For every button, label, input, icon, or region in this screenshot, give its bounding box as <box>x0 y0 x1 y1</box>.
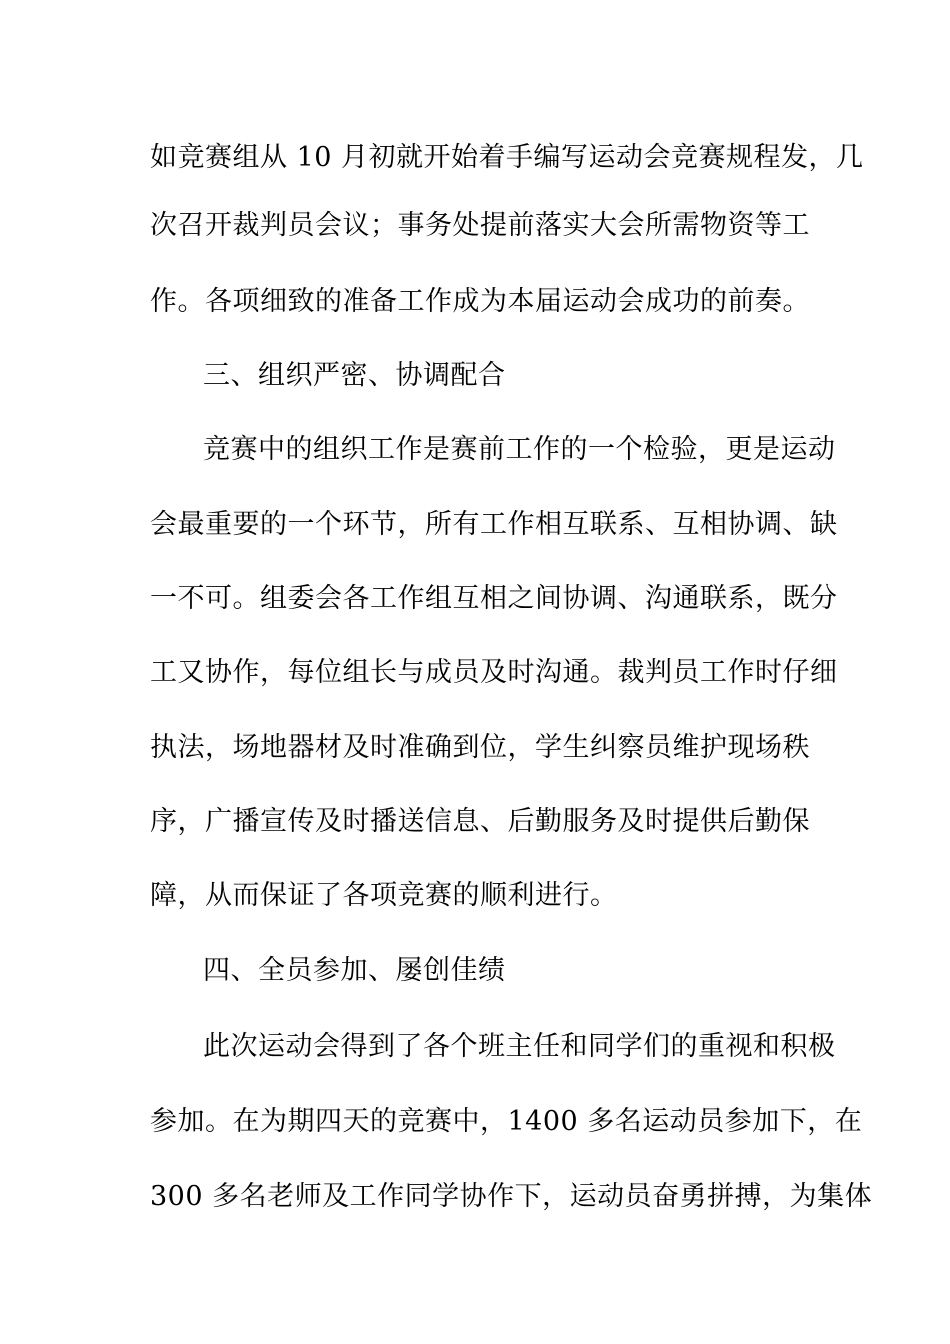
section-heading: 三、组织严密、协调配合 <box>203 360 506 391</box>
section-heading: 四、全员参加、屡创佳绩 <box>203 955 506 986</box>
paragraph-line: 此次运动会得到了各个班主任和同学们的重视和积极 <box>203 1031 836 1062</box>
paragraph-line: 如竞赛组从 10 月初就开始着手编写运动会竞赛规程发，几 <box>150 142 864 173</box>
paragraph-line: 序，广播宣传及时播送信息、后勤服务及时提供后勤保 <box>150 806 810 837</box>
paragraph-line: 参加。在为期四天的竞赛中，1400 多名运动员参加下，在 <box>150 1106 863 1137</box>
paragraph-line: 工又协作，每位组长与成员及时沟通。裁判员工作时仔细 <box>150 657 838 688</box>
paragraph-line: 执法，场地器材及时准确到位，学生纠察员维护现场秩 <box>150 732 810 763</box>
paragraph-line: 一不可。组委会各工作组互相之间协调、沟通联系，既分 <box>150 583 838 614</box>
paragraph-line: 300 多名老师及工作同学协作下，运动员奋勇拼搏，为集体 <box>150 1181 873 1212</box>
paragraph-line: 障，从而保证了各项竞赛的顺利进行。 <box>150 880 618 911</box>
paragraph-line: 竞赛中的组织工作是赛前工作的一个检验，更是运动 <box>203 434 836 465</box>
paragraph-line: 会最重要的一个环节，所有工作相互联系、互相协调、缺 <box>150 509 838 540</box>
paragraph-line: 次召开裁判员会议；事务处提前落实大会所需物资等工 <box>150 210 810 241</box>
paragraph-line: 作。各项细致的准备工作成为本届运动会成功的前奏。 <box>150 286 810 317</box>
